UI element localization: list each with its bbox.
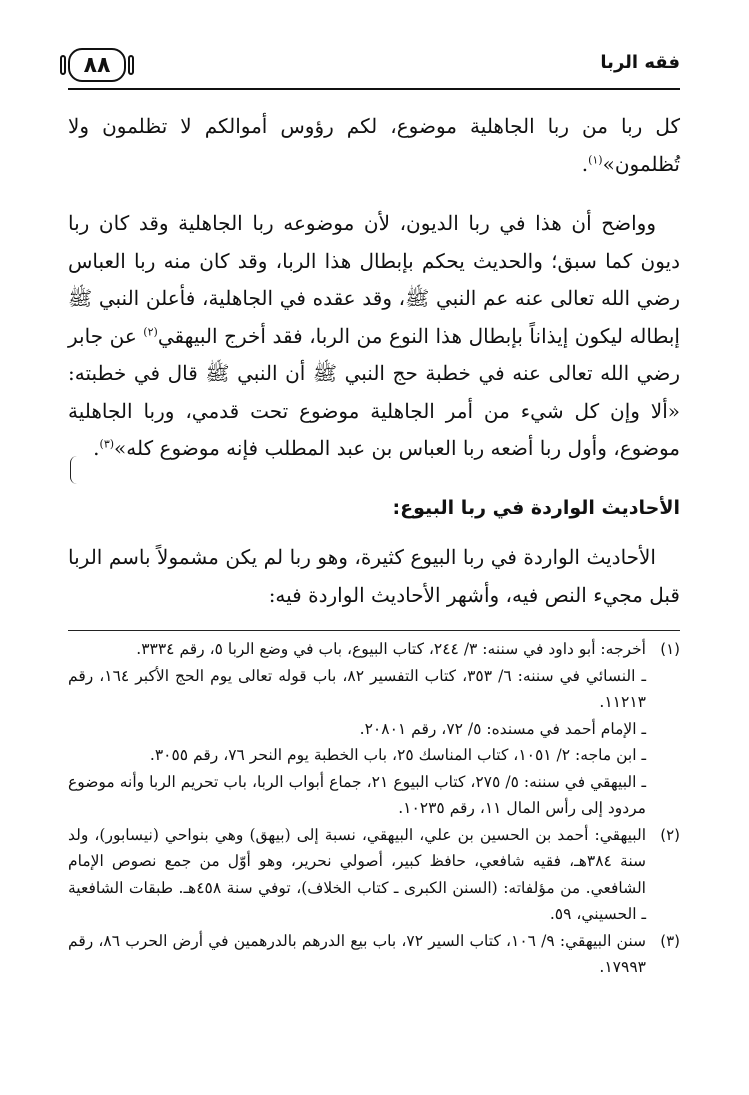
footnote-1 xyxy=(68,636,680,822)
footnote-line: ـ ابن ماجه: ٢/ ١٠٥١، كتاب المناسك ٢٥، باب الخطبة يوم النحر ٧٦، رقم ٣٠٥٥. xyxy=(149,746,646,764)
section-heading: الأحاديث الواردة في ربا البيوع: xyxy=(392,496,680,519)
paragraph-3: الأحاديث الواردة في ربا البيوع كثيرة، وهو ربا لم يكن مشمولاً باسم الربا قبل مجيء النص فيه، وأشهر الأحاديث الواردة فيه: xyxy=(68,545,680,607)
running-title: فقه الربا xyxy=(600,52,680,73)
paragraph-2-quote: عن جابر رضي الله تعالى عنه في خطبة حج النبي ﷺ أن النبي ﷺ قال في خطبته: «ألا وإن كل شيء من أمر الجاهلية موضوع تحت قدمي، وربا الجاهلية موضوع، وأول ربا أضعه ربا العباس بن عبد المطلب فإنه موضوع كله» xyxy=(68,323,680,460)
footnote-number: (٣) xyxy=(660,931,680,950)
paragraph-2 xyxy=(68,205,680,468)
paragraph-1-text: كل ربا من ربا الجاهلية موضوع، لكم رؤوس أموالكم لا تظلمون ولا تُظلمون» xyxy=(68,114,680,176)
main-text xyxy=(68,108,680,636)
footnote-line: ـ النسائي في سننه: ٦/ ٣٥٣، كتاب التفسير ٨٢، باب قوله تعالى يوم الحج الأكبر ١٦٤، رقم ١١٢١٣. xyxy=(68,666,646,711)
footnote-line: ـ البيهقي في سننه: ٥/ ٢٧٥، كتاب البيوع ٢١، جماع أبواب الربا، باب تحريم الربا وأنه موضوع مردود إلى رأس المال ١١، رقم ١٠٢٣٥. xyxy=(68,772,646,817)
footnote-3 xyxy=(68,928,680,981)
paragraph-1 xyxy=(68,108,680,183)
header-rule xyxy=(68,88,680,90)
footnote-body xyxy=(68,928,646,981)
footnotes xyxy=(68,636,680,981)
footnote-body xyxy=(68,636,646,822)
page-number-badge: ٨٨ xyxy=(68,48,126,82)
footnote-ref-3: (٣) xyxy=(99,437,115,451)
footnote-line: سنن البيهقي: ٩/ ١٠٦، كتاب السير ٧٢، باب بيع الدرهم بالدرهمين في أرض الحرب ٨٦، رقم ١٧٩٩٣. xyxy=(68,931,647,976)
footnote-number: (١) xyxy=(660,640,680,658)
footnote-2 xyxy=(68,822,680,928)
footnote-line: ـ الإمام أحمد في مسنده: ٥/ ٧٢، رقم ٢٠٨٠١. xyxy=(359,719,646,738)
paragraph-2-text: وواضح أن هذا في ربا الديون، لأن موضوعه ربا الجاهلية وقد كان ربا ديون كما سبق؛ والحديث يحكم بإبطال هذا الربا، وقد كان منه ربا العباس رضي الله تعالى عنه عم النبي ﷺ، وقد عقده في الجاهلية، فأعلن النبي ﷺ إبطاله ليكون إيذاناً بإبطال هذا النوع من الربا، فقد أخرج البيهقي xyxy=(68,211,680,348)
footnote-ref-2: (٢) xyxy=(143,324,158,338)
page-header xyxy=(68,44,680,90)
footnote-ref-1: (١) xyxy=(588,152,603,166)
footnote-number: (٢) xyxy=(660,825,680,844)
footnote-body xyxy=(68,822,646,928)
margin-bracket-mark xyxy=(70,456,77,484)
footnote-line: البيهقي: أحمد بن الحسين بن علي، البيهقي، نسبة إلى (بيهق) وهي بنواحي (نيسابور)، ولد سنة ٣٨٤هـ، فقيه شافعي، حافظ كبير، أصولي نحرير، وهو أوّل من جمع نصوص الإمام الشافعي. من مؤلفاته: (السنن الكبرى ـ كتاب الخلاف)، توفي سنة ٤٥٨هـ. طبقات الشافعية ـ الحسيني، ٥٩. xyxy=(68,825,646,923)
paragraph-1-end: . xyxy=(581,151,589,176)
footnote-rule xyxy=(68,630,680,631)
footnote-line: أخرجه: أبو داود في سننه: ٣/ ٢٤٤، كتاب البيوع، باب في وضع الربا ٥، رقم ٣٣٣٤. xyxy=(136,640,646,658)
paragraph-2-end: . xyxy=(93,436,100,460)
